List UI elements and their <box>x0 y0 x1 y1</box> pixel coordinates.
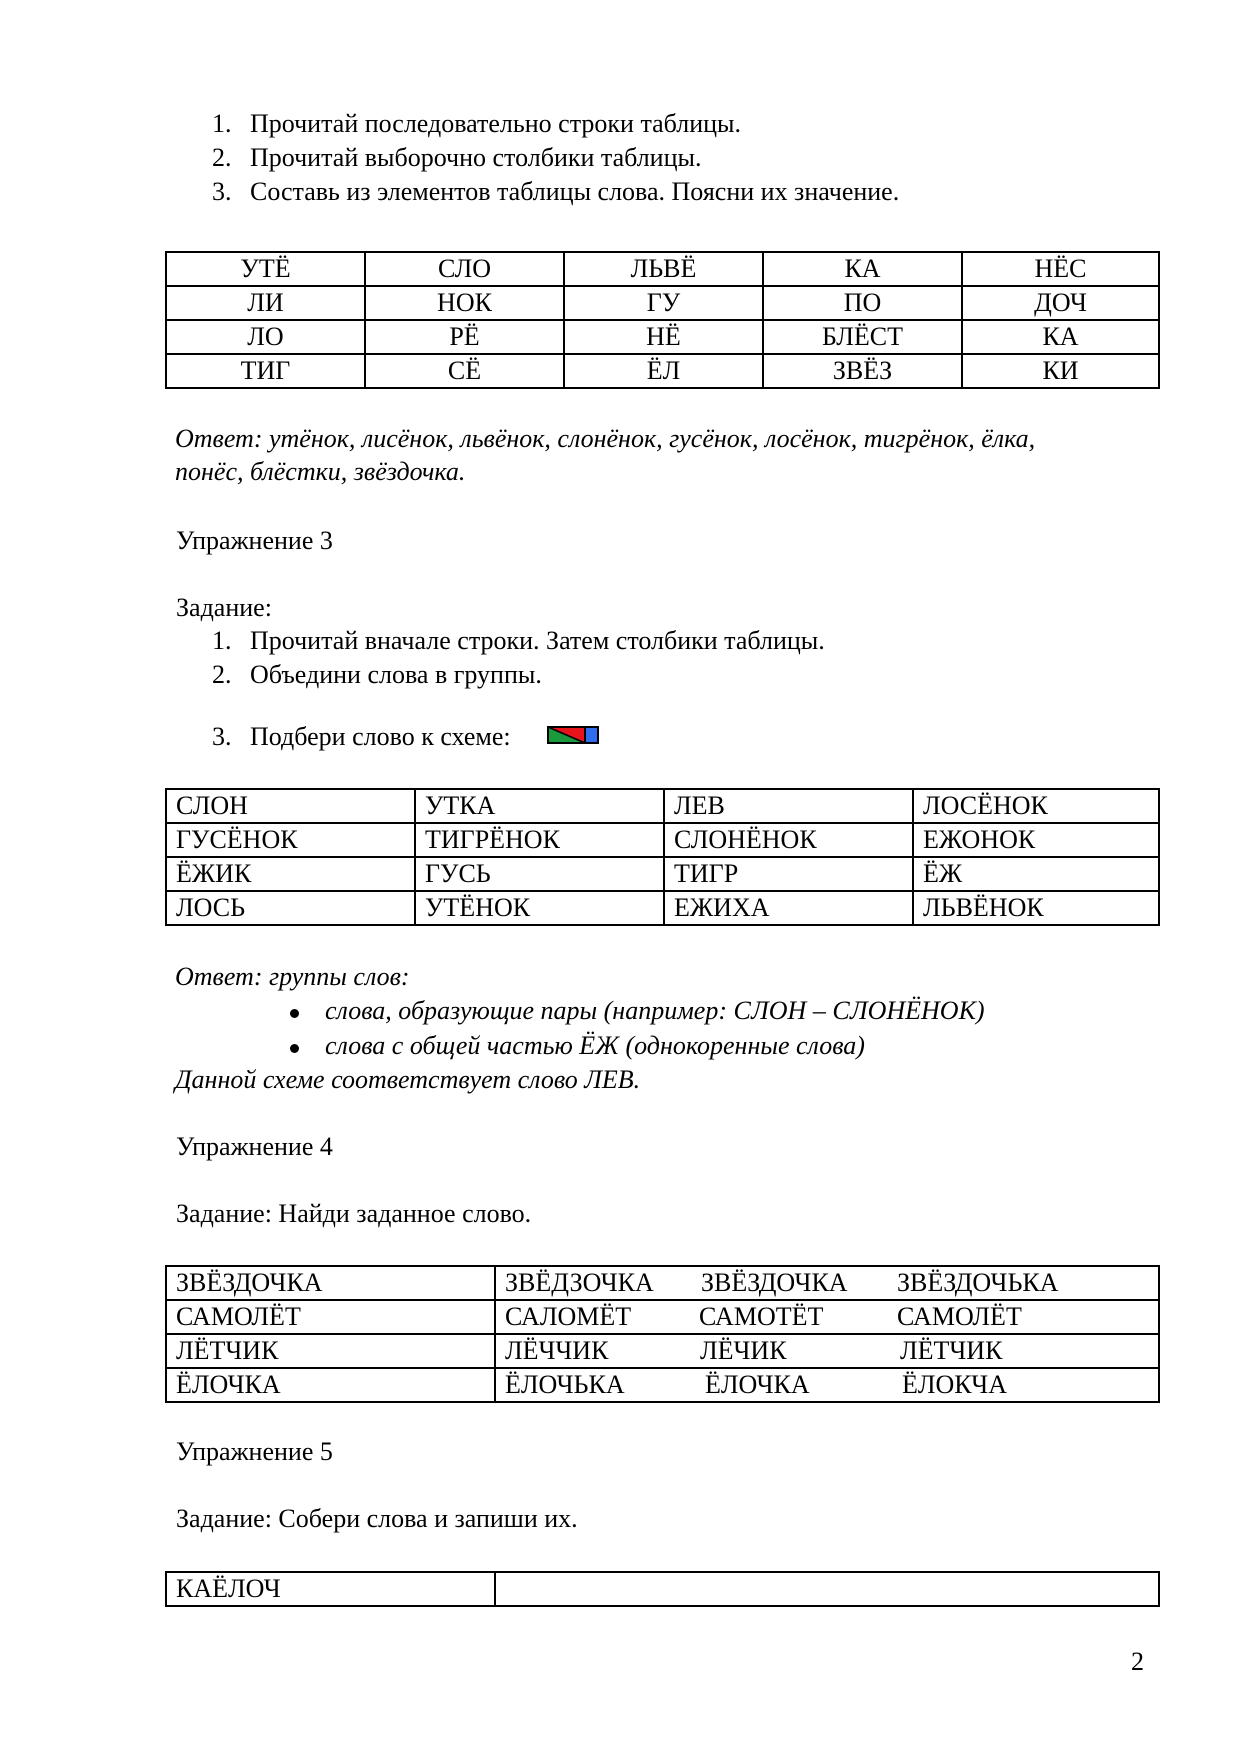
task2-step-1: 1. Прочитай последовательно строки таблицы. <box>212 109 742 138</box>
table-row <box>166 354 1159 388</box>
table-cell: НЁ <box>564 320 763 354</box>
variant: ЛЁЧЧИК <box>505 1336 609 1365</box>
ex3-step-3-text: Подбери слово к схеме: <box>250 722 511 751</box>
table-cell: ЁЛ <box>564 354 763 388</box>
table-cell: ГУСЬ <box>415 857 664 891</box>
table-row <box>166 1572 1159 1606</box>
table-cell: КА <box>962 320 1159 354</box>
table-cell: СЛО <box>365 252 564 286</box>
ex5-heading: Упражнение 5 <box>176 1437 333 1466</box>
find-word-table <box>165 1265 1160 1403</box>
assemble-word-table <box>165 1571 1160 1607</box>
table-cell: ЛИ <box>166 286 365 320</box>
table-cell: БЛЁСТ <box>763 320 962 354</box>
variant: ЗВЁДЗОЧКА <box>505 1268 654 1297</box>
ex3-step-3 <box>212 722 511 752</box>
table-row <box>166 857 1159 891</box>
task2-step-3: 3. Составь из элементов таблицы слова. Поясни их значение. <box>212 177 900 206</box>
ex4-heading: Упражнение 4 <box>176 1132 333 1161</box>
target-word: ЁЛОЧКА <box>166 1368 495 1402</box>
word-schema-icon <box>547 726 599 744</box>
ex3-answer-last: Данной схеме соответствует слово ЛЕВ. <box>175 1065 641 1094</box>
target-word: САМОЛЁТ <box>166 1300 495 1334</box>
variant: САМОТЁТ <box>699 1302 824 1331</box>
variant: САМОЛЁТ <box>897 1302 1022 1331</box>
schema-part-right <box>585 727 598 743</box>
table-row <box>166 789 1159 823</box>
variant: ЛЁЧИК <box>700 1336 787 1365</box>
ex3-task-label: Задание: <box>176 593 272 622</box>
syllable-table <box>165 251 1160 389</box>
table-row <box>166 1266 1159 1300</box>
table-cell: ЛОСЁНОК <box>913 789 1159 823</box>
ex3-answer-title: Ответ: группы слов: <box>175 962 410 991</box>
table-cell: СЛОНЁНОК <box>664 823 913 857</box>
task2-answer-line-1: Ответ: утёнок, лисёнок, львёнок, слонёнок, гусёнок, лосёнок, тигрёнок, ёлка, <box>175 424 1036 453</box>
task2-answer-line-2: понёс, блёстки, звёздочка. <box>175 457 466 486</box>
table-cell: КИ <box>962 354 1159 388</box>
table-cell: КА <box>763 252 962 286</box>
ex3-bullet-2: слова с общей частью ЁЖ (однокоренные слова) <box>325 1031 865 1060</box>
page-number: 2 <box>1131 1647 1144 1676</box>
table-row <box>166 286 1159 320</box>
table-cell: ПО <box>763 286 962 320</box>
variant: САЛОМЁТ <box>505 1302 632 1331</box>
table-row <box>166 252 1159 286</box>
table-cell: ЛЬВЁ <box>564 252 763 286</box>
table-row <box>166 1334 1159 1368</box>
table-cell: ЕЖИХА <box>664 891 913 925</box>
table-cell: УТКА <box>415 789 664 823</box>
table-cell: НЁС <box>962 252 1159 286</box>
variant: ЛЁТЧИК <box>900 1336 1003 1365</box>
table-cell: СЁ <box>365 354 564 388</box>
ex4-task: Задание: Найди заданное слово. <box>176 1199 532 1228</box>
table-row <box>166 320 1159 354</box>
variant: ЁЛОЧЬКА <box>505 1370 625 1399</box>
variant: ЁЛОЧКА <box>705 1370 810 1399</box>
table-cell: РЁ <box>365 320 564 354</box>
words-table <box>165 788 1160 926</box>
task2-step-2: 2. Прочитай выборочно столбики таблицы. <box>212 143 702 172</box>
variant: ЗВЁЗДОЧКА <box>701 1268 848 1297</box>
table-cell: ТИГ <box>166 354 365 388</box>
table-cell: УТЁНОК <box>415 891 664 925</box>
ex3-step-2: 2. Объедини слова в группы. <box>212 660 542 689</box>
bullet-icon <box>290 1044 299 1053</box>
table-cell: ЛОСЬ <box>166 891 415 925</box>
table-cell: ТИГРЁНОК <box>415 823 664 857</box>
task2-steps <box>212 107 1112 209</box>
ex3-heading: Упражнение 3 <box>176 526 333 555</box>
scrambled-word: КАЁЛОЧ <box>166 1572 495 1606</box>
table-row <box>166 823 1159 857</box>
variant: ЗВЁЗДОЧЬКА <box>897 1268 1059 1297</box>
table-cell: ЗВЁЗ <box>763 354 962 388</box>
table-cell: УТЁ <box>166 252 365 286</box>
table-cell: ЛЕВ <box>664 789 913 823</box>
variant: ЁЛОКЧА <box>902 1370 1007 1399</box>
target-word: ЛЁТЧИК <box>166 1334 495 1368</box>
table-cell: ТИГР <box>664 857 913 891</box>
table-row <box>166 891 1159 925</box>
table-row <box>166 1368 1159 1402</box>
table-cell: ЁЖИК <box>166 857 415 891</box>
table-cell: ГУСЁНОК <box>166 823 415 857</box>
word-variants <box>495 1368 1159 1402</box>
answer-cell[interactable] <box>495 1572 1159 1606</box>
table-cell: ЕЖОНОК <box>913 823 1159 857</box>
word-variants <box>495 1266 1159 1300</box>
ex3-steps <box>212 624 1112 692</box>
table-cell: СЛОН <box>166 789 415 823</box>
ex3-bullet-1: слова, образующие пары (например: СЛОН – СЛОНЁНОК) <box>325 996 985 1025</box>
bullet-icon <box>290 1009 299 1018</box>
word-variants <box>495 1334 1159 1368</box>
table-cell: НОК <box>365 286 564 320</box>
table-cell: ГУ <box>564 286 763 320</box>
word-variants <box>495 1300 1159 1334</box>
table-row <box>166 1300 1159 1334</box>
ex3-step-1: 1. Прочитай вначале строки. Затем столбики таблицы. <box>212 626 825 655</box>
ex3-step-3-num: 3. <box>212 722 232 751</box>
ex5-task: Задание: Собери слова и запиши их. <box>176 1504 578 1533</box>
target-word: ЗВЁЗДОЧКА <box>166 1266 495 1300</box>
table-cell: ДОЧ <box>962 286 1159 320</box>
table-cell: ЛЬВЁНОК <box>913 891 1159 925</box>
table-cell: ЛО <box>166 320 365 354</box>
table-cell: ЁЖ <box>913 857 1159 891</box>
